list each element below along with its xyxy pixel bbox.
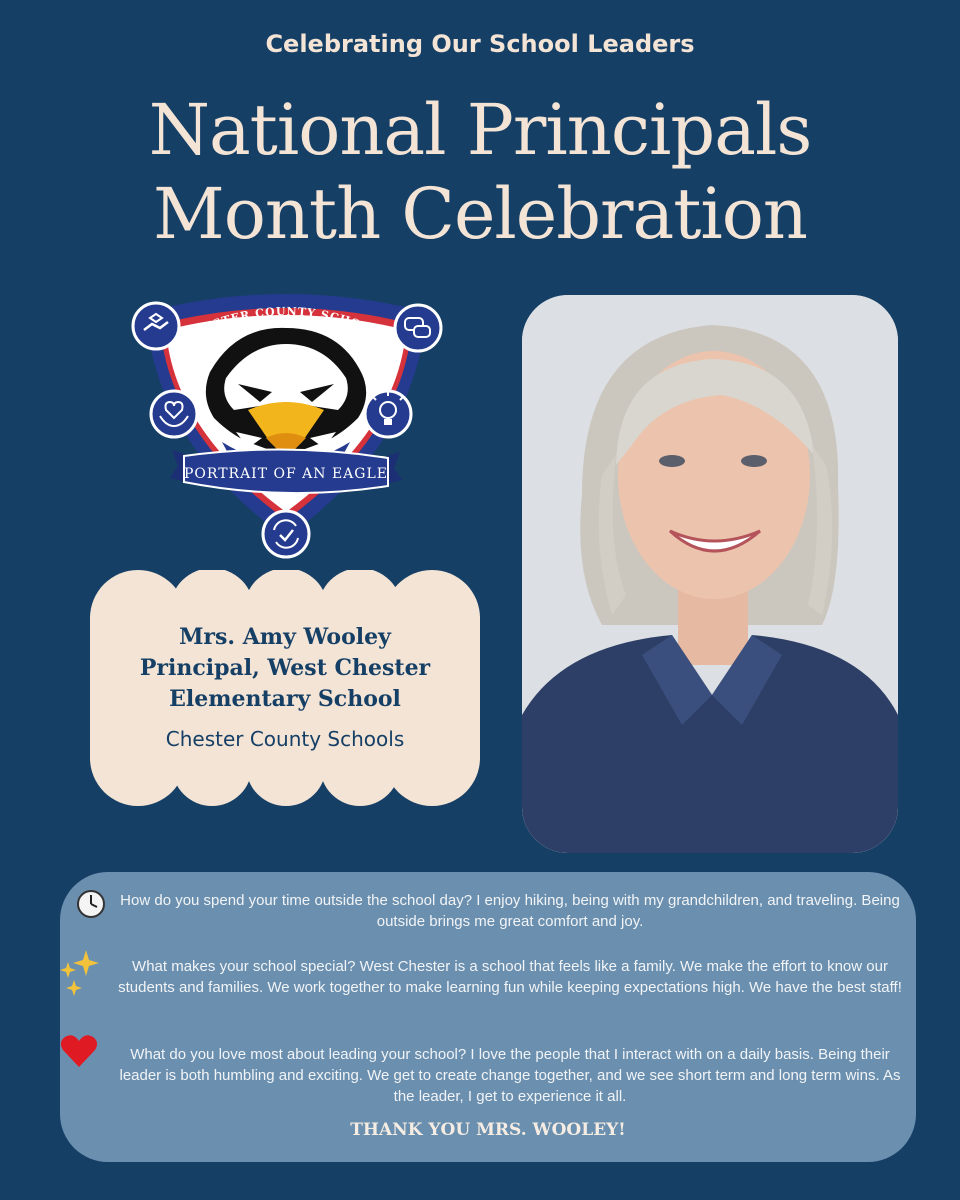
qa-panel — [60, 872, 916, 1162]
principal-name: Mrs. Amy Wooley — [179, 624, 391, 650]
thank-you-message: THANK YOU MRS. WOOLEY! — [350, 1120, 626, 1140]
principal-portrait-photo — [522, 295, 898, 853]
title-line-1: National Principals — [148, 89, 812, 171]
qa-answer-school: What makes your school special? West Chester is a school that feels like a family. We make the effort to know our students and families. We work together to make learning fun while keeping expectations high. We have the best staff! — [118, 958, 902, 996]
page-title — [0, 88, 960, 256]
principal-school: Elementary School — [169, 686, 401, 712]
logo-banner-text: PORTRAIT OF AN EAGLE — [184, 466, 388, 482]
principal-name-card — [90, 570, 480, 806]
school-logo — [126, 292, 446, 564]
district-name: Chester County Schools — [165, 727, 405, 751]
clock-icon — [76, 889, 106, 919]
handshake-badge-icon — [133, 303, 179, 349]
title-line-2: Month Celebration — [153, 173, 807, 255]
cycle-check-badge-icon — [263, 511, 309, 557]
lightbulb-badge-icon — [365, 391, 411, 437]
qa-answer-leading: What do you love most about leading your school? I love the people that I interact with on a daily basis. Being their leader is both humbling and exciting. We get to create change together, and we see short term and long term wins. As the leader, I get to experience it all. — [119, 1046, 901, 1105]
sparkles-icon — [56, 948, 100, 996]
chat-badge-icon — [395, 305, 441, 351]
heart-hands-badge-icon — [151, 391, 197, 437]
heart-icon — [60, 1034, 98, 1068]
logo-org-text: CHESTER COUNTY SCHOOLS — [182, 304, 390, 343]
qa-answer-hobbies: How do you spend your time outside the school day? I enjoy hiking, being with my grandchildren, and traveling. Being outside brings me great comfort and joy. — [120, 892, 900, 930]
principal-title: Principal, West Chester — [139, 655, 431, 681]
eyebrow-heading: Celebrating Our School Leaders — [265, 30, 695, 58]
